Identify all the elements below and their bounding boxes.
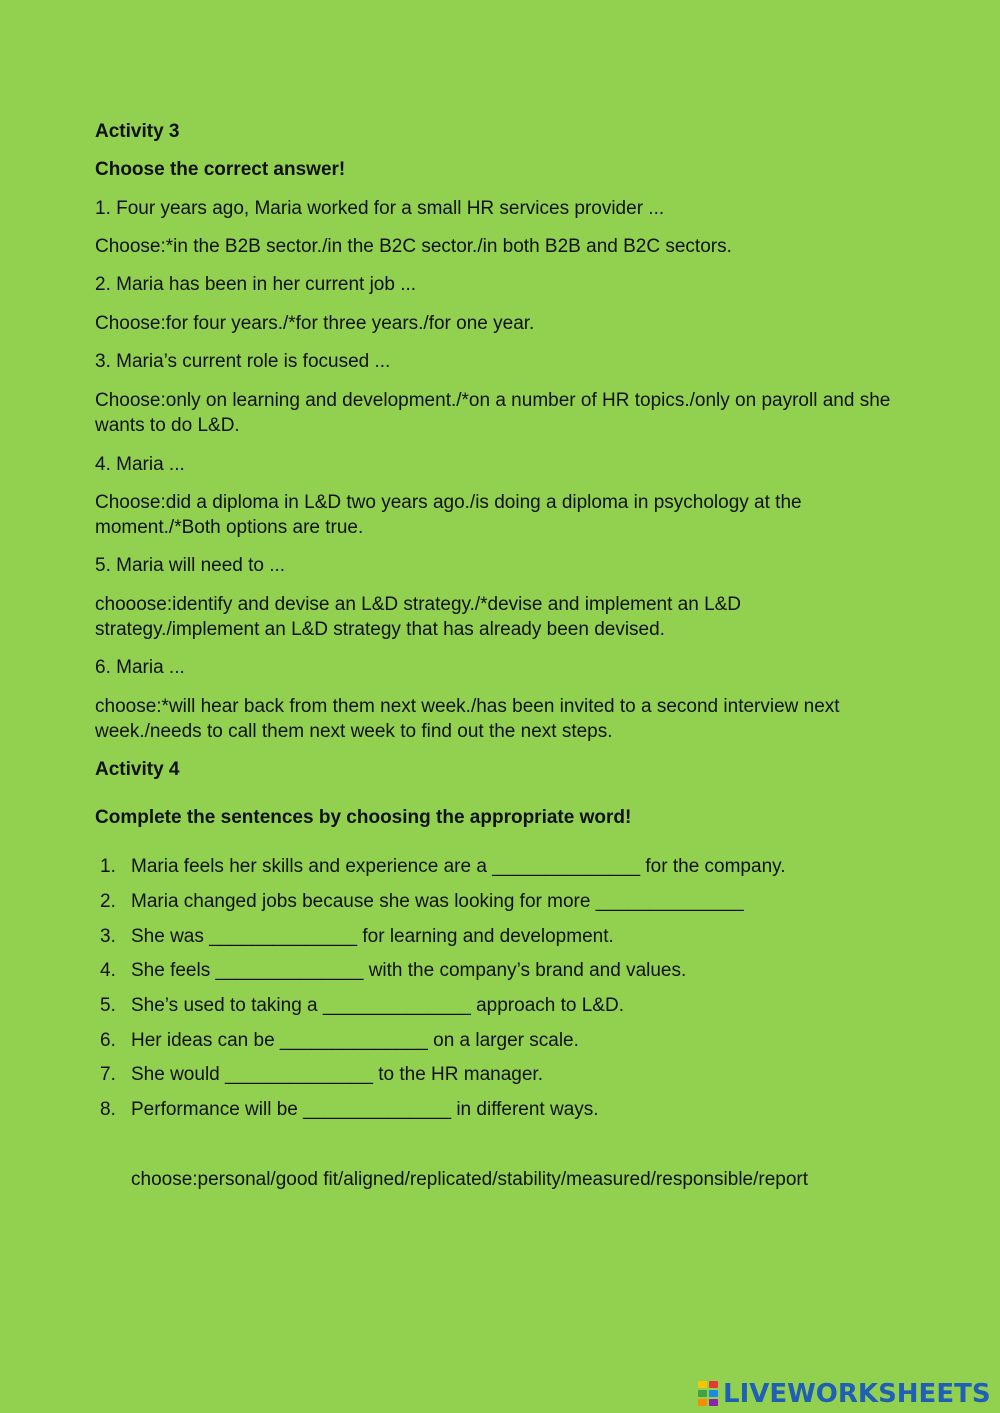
question-5-choices[interactable]: chooose:identify and devise an L&D strategy./*devise and implement an L&D strategy./implement an L&D strategy that has already been devised. xyxy=(95,594,742,640)
sentence-text[interactable]: Performance will be ______________ in different ways. xyxy=(131,1099,599,1120)
question-1: 1. Four years ago, Maria worked for a small HR services provider ... xyxy=(95,198,665,219)
activity3-title: Activity 3 xyxy=(95,121,180,142)
sentence-number: 7. xyxy=(100,1064,116,1085)
question-4: 4. Maria ... xyxy=(95,454,185,475)
question-2: 2. Maria has been in her current job ... xyxy=(95,274,417,295)
sentence-text[interactable]: Maria changed jobs because she was looking for more ______________ xyxy=(131,891,744,912)
sentence-number: 5. xyxy=(100,995,116,1016)
sentence-number: 8. xyxy=(100,1099,116,1120)
sentence-text[interactable]: She would ______________ to the HR manager. xyxy=(131,1064,543,1085)
question-4-choices[interactable]: Choose:did a diploma in L&D two years ago./is doing a diploma in psychology at the moment./*Both options are true. xyxy=(95,492,802,538)
question-2-choices[interactable]: Choose:for four years./*for three years./for one year. xyxy=(95,313,535,334)
sentence-number: 4. xyxy=(100,960,116,981)
sentence-number: 2. xyxy=(100,891,116,912)
question-3: 3. Maria’s current role is focused ... xyxy=(95,351,391,372)
sentence-number: 3. xyxy=(100,926,116,947)
activity3-instruction: Choose the correct answer! xyxy=(95,159,346,180)
liveworksheets-mark-icon xyxy=(698,1381,720,1407)
activity4-title: Activity 4 xyxy=(95,759,180,780)
liveworksheets-logo-text: LIVEWORKSHEETS xyxy=(723,1379,991,1409)
question-3-choices[interactable]: Choose:only on learning and development./*on a number of HR topics./only on payroll and she wants to do L&D. xyxy=(95,390,891,436)
sentence-number: 6. xyxy=(100,1030,116,1051)
sentence-text[interactable]: She feels ______________ with the company’s brand and values. xyxy=(131,960,687,981)
sentence-text[interactable]: Maria feels her skills and experience are a ______________ for the company. xyxy=(131,856,786,877)
sentence-number: 1. xyxy=(100,856,116,877)
sentence-text[interactable]: She’s used to taking a ______________ approach to L&D. xyxy=(131,995,624,1016)
sentence-text[interactable]: Her ideas can be ______________ on a larger scale. xyxy=(131,1030,579,1051)
sentence-text[interactable]: She was ______________ for learning and development. xyxy=(131,926,614,947)
question-6: 6. Maria ... xyxy=(95,657,185,678)
question-1-choices[interactable]: Choose:*in the B2B sector./in the B2C sector./in both B2B and B2C sectors. xyxy=(95,236,732,257)
question-6-choices[interactable]: choose:*will hear back from them next week./has been invited to a second interview next week./needs to call them next week to find out the next steps. xyxy=(95,696,840,742)
activity4-instruction: Complete the sentences by choosing the appropriate word! xyxy=(95,807,632,828)
question-5: 5. Maria will need to ... xyxy=(95,555,286,576)
liveworksheets-logo xyxy=(698,1378,991,1410)
word-bank: choose:personal/good fit/aligned/replicated/stability/measured/responsible/report xyxy=(131,1169,809,1190)
